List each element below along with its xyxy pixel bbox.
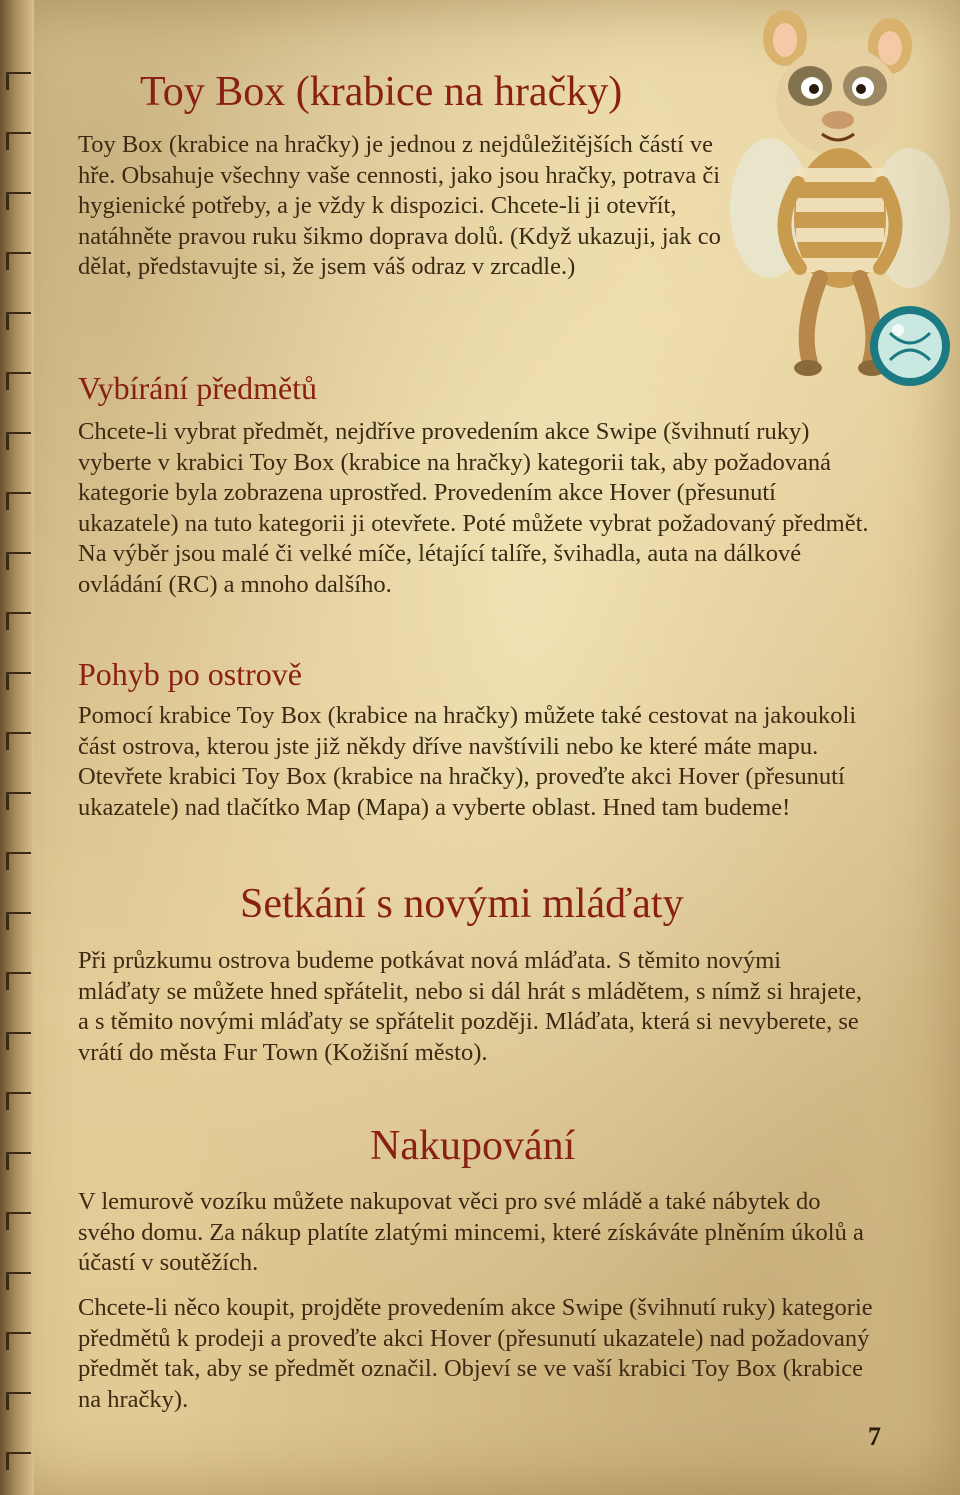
section-title-new-babies: Setkání s novými mláďaty	[240, 881, 684, 927]
section-title-selecting-items: Vybírání předmětů	[78, 370, 318, 406]
section-title-toy-box: Toy Box (krabice na hračky)	[140, 69, 623, 115]
section-text-shopping-1: V lemurově vozíku můžete nakupovat věci pro své mládě a také nábytek do svého domu. Za nákup platíte zlatými mincemi, které získáváte plněním úkolů a účastí v soutěžích.	[78, 1188, 864, 1276]
section-title-shopping: Nakupování	[370, 1123, 576, 1169]
section-text-shopping-2: Chcete-li něco koupit, projděte provedením akce Swipe (švihnutí ruky) kategorie předmětů k prodeji a proveďte akci Hover (přesunutí ukazatele) nad požadovaný předmět tak, aby se předmět označil. Objeví se ve vaší krabici Toy Box (krabice na hračky).	[78, 1294, 873, 1413]
page-number: 7	[868, 1422, 881, 1451]
torn-binding-edge	[0, 0, 34, 1495]
page-content	[78, 0, 890, 1495]
section-text-selecting-items: Chcete-li vybrat předmět, nejdříve provedením akce Swipe (švihnutí ruky) vyberte v krabici Toy Box (krabice na hračky) kategorii tak, aby požadovaná kategorie byla zobrazena uprostřed. Provedením akce Hover (přesunutí ukazatele) na tuto kategorii ji otevřete. Poté můžete vybrat požadovaný předmět. Na výběr jsou malé či velké míče, létající talíře, švihadla, auta na dálkové ovládání (RC) a mnoho dalšího.	[78, 418, 869, 598]
section-text-toy-box: Toy Box (krabice na hračky) je jednou z nejdůležitějších částí ve hře. Obsahuje všechny vaše cennosti, jako jsou hračky, potrava či hygienické potřeby, a je vždy k dispozici. Chcete-li ji otevřít, natáhněte pravou ruku šikmo doprava dolů. (Když ukazuji, jak co dělat, představujte si, že jsem váš odraz v zrcadle.)	[78, 131, 721, 280]
section-text-new-babies: Při průzkumu ostrova budeme potkávat nová mláďata. S těmito novými mláďaty se můžete hned spřátelit, nebo si dál hrát s mládětem, s nímž si hrajete, a s těmito novými mláďaty se spřátelit později. Mláďata, která si nevyberete, se vrátí do města Fur Town (Kožišní město).	[78, 947, 862, 1066]
section-title-island-travel: Pohyb po ostrově	[78, 656, 302, 692]
section-text-island-travel: Pomocí krabice Toy Box (krabice na hračky) můžete také cestovat na jakoukoli část ostrova, kterou jste již někdy dříve navštívili nebo ke které máte mapu. Otevřete krabici Toy Box (krabice na hračky), proveďte akci Hover (přesunutí ukazatele) nad tlačítko Map (Mapa) a vyberte oblast. Hned tam budeme!	[78, 702, 857, 821]
